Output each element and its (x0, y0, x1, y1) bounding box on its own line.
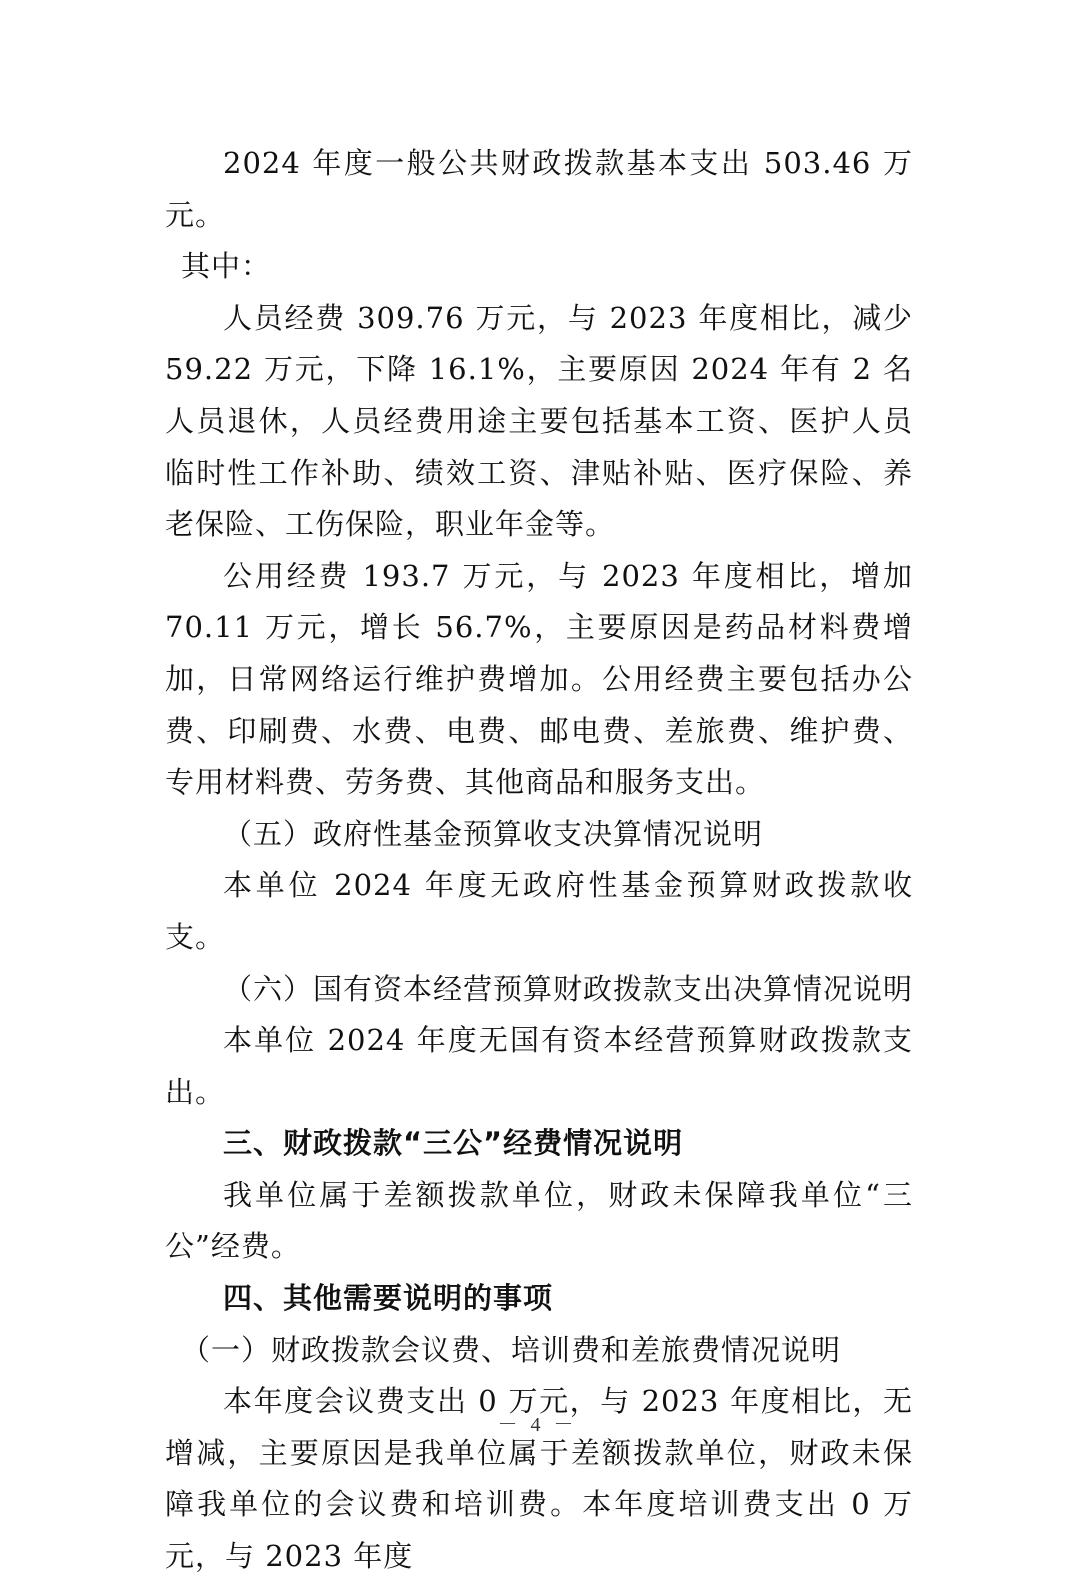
page-number: － 4 － (497, 1414, 578, 1436)
paragraph-basic-expenditure: 2024 年度一般公共财政拨款基本支出 503.46 万元。 (165, 146, 913, 232)
paragraph-state-capital: 本单位 2024 年度无国有资本经营预算财政拨款支出。 (165, 1023, 913, 1109)
paragraph-three-public: 我单位属于差额拨款单位，财政未保障我单位“三公”经费。 (165, 1177, 913, 1264)
heading-other-matters: 四、其他需要说明的事项 (223, 1281, 554, 1316)
paragraph-among: 其中： (181, 249, 272, 284)
body-text (165, 138, 913, 1583)
paragraph-meeting-training: 本年度会议费支出 0 万元，与 2023 年度相比，无增减，主要原因是我单位属于差额拨款单位，财政未保障我单位的会议费和培训费。本年度培训费支出 0 万元，与 2023 年度 (165, 1384, 913, 1574)
heading-meeting-training-travel: （一）财政拨款会议费、培训费和差旅费情况说明 (181, 1332, 842, 1367)
paragraph-public-expenses: 公用经费 193.7 万元，与 2023 年度相比，增加 70.11 万元，增长 56.7%，主要原因是药品材料费增加，日常网络运行维护费增加。公用经费主要包括办公费、印刷费、水费、电费、邮电费、差旅费、维护费、专用材料费、劳务费、其他商品和服务支出。 (165, 558, 913, 800)
heading-state-capital: （六）国有资本经营预算财政拨款支出决算情况说明 (223, 971, 914, 1006)
heading-three-public: 三、财政拨款“三公”经费情况说明 (223, 1126, 684, 1161)
paragraph-personnel-expenses: 人员经费 309.76 万元，与 2023 年度相比，减少 59.22 万元，下降 16.1%，主要原因 2024 年有 2 名人员退休，人员经费用途主要包括基本工资、医护人员临时性工作补助、绩效工资、津贴补贴、医疗保险、养老保险、工伤保险，职业年金等。 (165, 300, 913, 542)
paragraph-government-fund: 本单位 2024 年度无政府性基金预算财政拨款收支。 (165, 868, 913, 954)
heading-government-fund: （五）政府性基金预算收支决算情况说明 (223, 816, 764, 851)
